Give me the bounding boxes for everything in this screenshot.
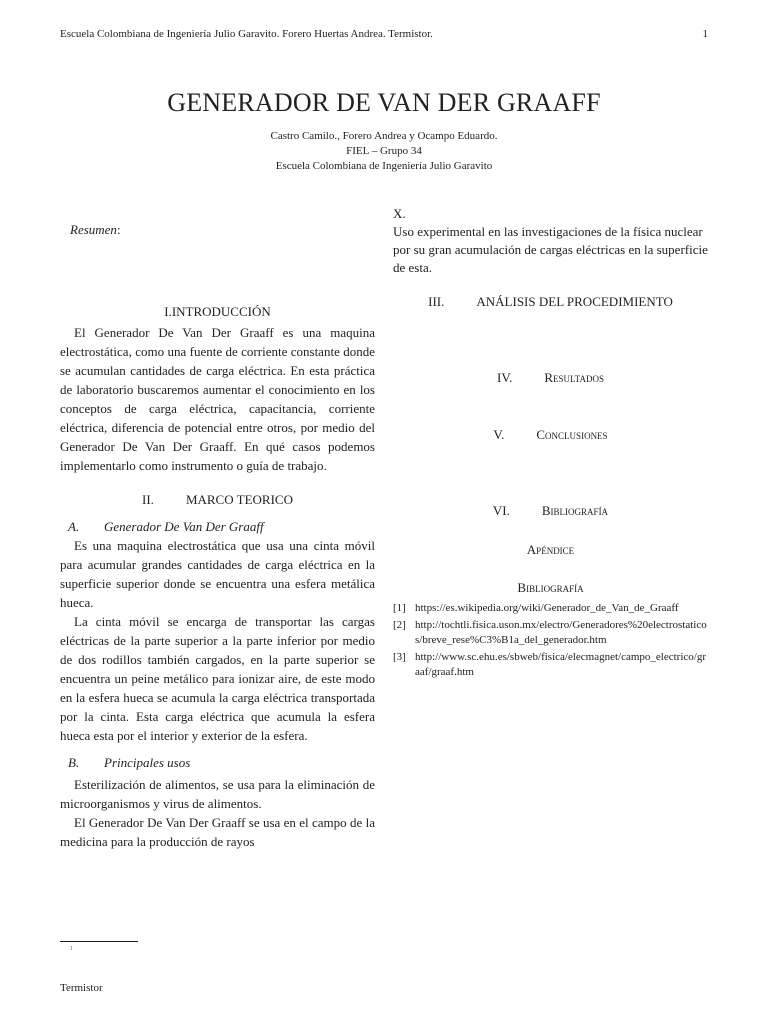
reference-item	[393, 650, 708, 680]
section-heading-marco-teorico	[60, 490, 375, 509]
subsection-heading-b	[68, 753, 375, 772]
section-heading-bibliografia-list: Bibliografía	[517, 580, 584, 595]
reference-index: [3]	[393, 651, 406, 663]
footnote-divider	[60, 941, 138, 942]
subsection-letter: B.	[68, 755, 80, 770]
section-number: IV.	[497, 370, 513, 385]
reference-link[interactable]: http://www.sc.ehu.es/sbweb/fisica/elecmagnet/campo_electrico/graaf/graaf.htm	[415, 651, 706, 678]
marco-paragraph: La cinta móvil se encarga de transportar las cargas eléctricas de la parte superior a la parte inferior por medio de dos rodillos también cargados, en la parte superior se encuentra un peine metálico para ionizar aire, de este modo en la esfera hueca se acumula la carga eléctrica transportada por la cinta. Esta carga eléctrica que acumula la esfera hueca esta por el interior y exterior de la esfera.	[60, 614, 375, 743]
reference-item	[393, 618, 708, 648]
continued-paragraph: Uso experimental en las investigaciones de la física nuclear por su gran acumulación de cargas eléctricas en la superficie de esta.	[393, 224, 708, 275]
page-footer: Termistor	[60, 982, 103, 994]
subsection-letter: A.	[68, 519, 80, 534]
reference-index: [2]	[393, 619, 406, 631]
reference-link[interactable]: http://tochtli.fisica.uson.mx/electro/Generadores%20electrostaticos/breve_rese%C3%B1a_del_generador.htm	[415, 619, 707, 646]
authors-line: Castro Camilo., Forero Andrea y Ocampo Eduardo.	[270, 130, 498, 142]
continued-item-marker: X.	[393, 206, 406, 221]
section-title: Resultados	[544, 370, 604, 385]
left-column	[60, 220, 375, 851]
section-heading-apendice: Apéndice	[526, 542, 575, 557]
abstract	[70, 220, 375, 239]
page-number: 1	[702, 28, 708, 40]
intro-paragraph: El Generador De Van Der Graaff es una maquina electrostática, como una fuente de corriente constante donde se acumulan cantidades de carga eléctrica. En esta práctica de laboratorio buscaremos aumentar el conocimiento en los conceptos de carga eléctrica, capacitancia, corriente eléctrica, diferencia de potencial entre otros, por medio del Generador De Van Der Graaff. En qué casos podemos implementarlo como instrumento o guía de trabajo.	[60, 325, 375, 473]
section-number: III.	[428, 294, 445, 309]
subsection-title: Principales usos	[104, 755, 191, 770]
right-column	[393, 205, 708, 682]
institution-line: Escuela Colombiana de Ingeniería Julio Garavito	[275, 160, 493, 172]
section-title: ANÁLISIS DEL PROCEDIMIENTO	[476, 294, 673, 309]
paper-title: GENERADOR DE VAN DER GRAAFF	[167, 88, 601, 117]
abstract-separator: :	[116, 222, 121, 237]
section-number: VI.	[492, 503, 510, 518]
section-title: MARCO TEORICO	[185, 492, 293, 507]
usos-paragraph: El Generador De Van Der Graaff se usa en el campo de la medicina para la producción de rayos	[60, 815, 375, 849]
marco-paragraph: Es una maquina electrostática que usa una cinta móvil para acumular grandes cantidades de carga eléctrica en la superficie superior donde se encuentra una esfera metálica hueca.	[60, 538, 375, 610]
section-title: Conclusiones	[536, 427, 608, 442]
section-heading-analisis	[393, 293, 708, 311]
reference-index: [1]	[393, 602, 406, 614]
abstract-label: Resumen	[70, 222, 117, 237]
section-heading-resultados	[393, 369, 708, 387]
subsection-title: Generador De Van Der Graaff	[104, 519, 264, 534]
reference-item	[393, 601, 708, 616]
subsection-heading-a	[68, 517, 375, 536]
group-line: FIEL – Grupo 34	[346, 145, 422, 157]
section-heading-conclusiones	[393, 426, 708, 444]
running-header: Escuela Colombiana de Ingeniería Julio Garavito. Forero Huertas Andrea. Termistor.	[60, 28, 433, 40]
section-number: II.	[142, 492, 154, 507]
author-block	[0, 129, 768, 174]
reference-link[interactable]: https://es.wikipedia.org/wiki/Generador_de_Van_de_Graaff	[415, 602, 679, 614]
usos-paragraph: Esterilización de alimentos, se usa para la eliminación de microorganismos y virus de alimentos.	[60, 777, 375, 811]
section-heading-introduccion: I.INTRODUCCIÓN	[164, 304, 271, 319]
section-title: Bibliografía	[541, 503, 609, 518]
section-number: V.	[493, 427, 505, 442]
footnote-mark: 1	[70, 946, 73, 952]
reference-list	[393, 601, 708, 680]
section-heading-bibliografia	[393, 502, 708, 520]
